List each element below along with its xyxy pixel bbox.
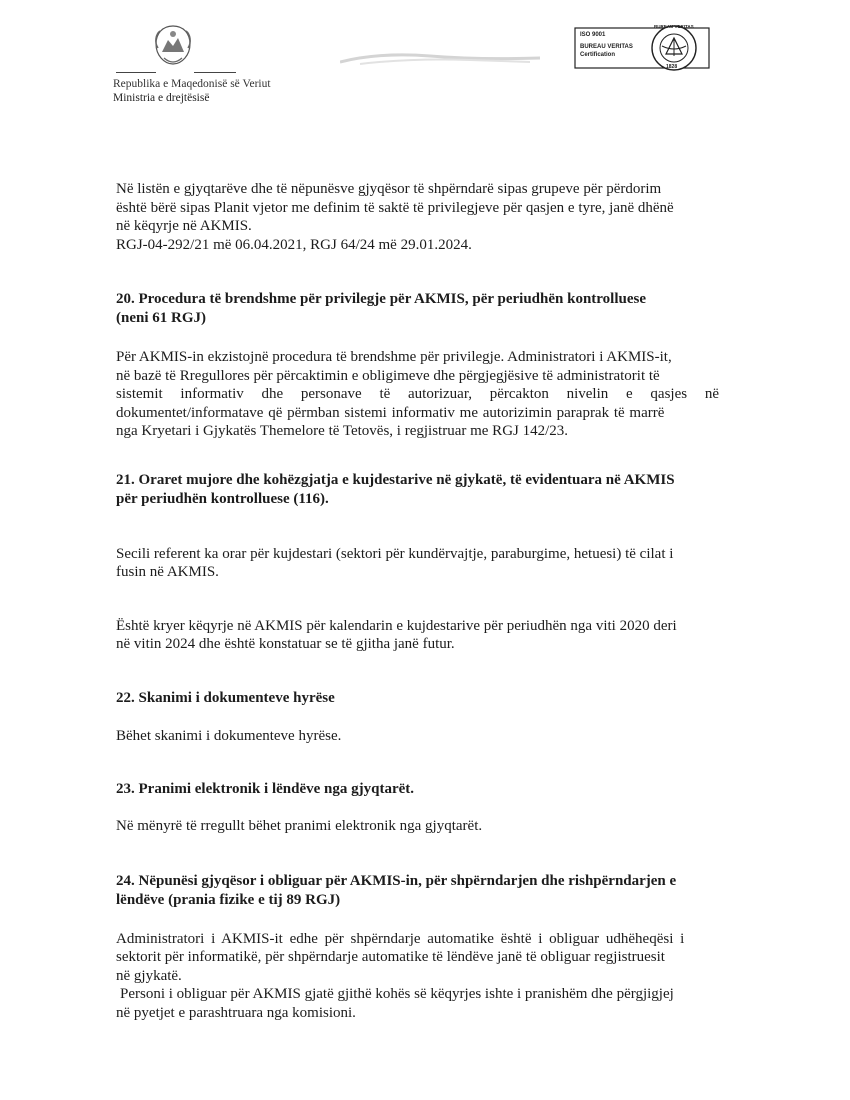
ministry-header	[113, 77, 271, 105]
intro-paragraph	[116, 180, 750, 254]
section-21-heading: 21. Oraret mujore dhe kohëzgjatja e kujdestarive në gjykatë, të evidentuara në AKMIS për periudhën kontrolluese (116).	[116, 471, 675, 507]
section-23-paragraph: Në mënyrë të rregullt bëhet pranimi elektronik nga gjyqtarët.	[116, 818, 483, 834]
certification-stamp	[574, 24, 710, 72]
emblem-rule-right	[194, 72, 236, 73]
coat-of-arms-emblem	[148, 22, 198, 70]
section-24-heading: 24. Nëpunësi gjyqësor i obliguar për AKMIS-in, për shpërndarjen dhe rishpërndarjen e lëndëve (prania fizike e tij 89 RGJ)	[116, 872, 677, 908]
stamp-ring-text: BUREAU VERITAS	[654, 24, 694, 29]
section-22-paragraph: Bëhet skanimi i dokumenteve hyrëse.	[116, 727, 342, 744]
scan-smudge	[340, 48, 540, 68]
section-24-paragraph-1: Administratori i AKMIS-it edhe për shpërndarje automatike është i obliguar udhëheqësi i sektorit për informatikë, për shpërndarje automatike të lëndëve janë të obliguar regjistruesit në gjykatë.	[116, 930, 685, 984]
section-22-heading: 22. Skanimi i dokumenteve hyrëse	[116, 689, 335, 706]
intro-line: është bërë sipas Planit vjetor me definim të saktë të privilegjeve për qasjen e tyre, janë dhënë	[116, 199, 674, 216]
intro-line: në këqyrje në AKMIS.	[116, 218, 252, 234]
section-24-paragraph-2: Personi i obliguar për AKMIS gjatë gjithë kohës së këqyrjes ishte i pranishëm dhe përgjigjej në pyetjet e parashtruara nga komisioni.	[116, 986, 674, 1021]
intro-line: Në listën e gjyqtarëve dhe të nëpunësve gjyqësor të shpërndarë sipas grupeve për përdorim	[116, 181, 662, 197]
section-20-paragraph: Për AKMIS-in ekzistojnë procedura të brendshme për privilegje. Administratori i AKMIS-it, në bazë të Rregullores për përcaktimin e obligimeve dhe përgjegjësive të administratorit të sistemit informativ dhe personave të autorizuar, përcakton nivelin e qasjes në dokumentet/informatave që përmban sistemi informativ me autorizimin paraprak të marrë nga Kryetari i Gjykatës Themelore të Tetovës, i regjistruar me RGJ 142/23.	[116, 349, 719, 439]
document-body	[116, 180, 750, 1022]
section-21-paragraph-1: Secili referent ka orar për kujdestari (sektori për kundërvajtje, paraburgime, hetuesi) të cilat i fusin në AKMIS.	[116, 545, 674, 580]
section-21-paragraph-2: Është kryer këqyrje në AKMIS për kalendarin e kujdestarive për periudhën nga viti 2020 deri në vitin 2024 dhe është konstatuar se të gjitha janë futur.	[116, 617, 677, 652]
iso-label: ISO 9001	[580, 32, 606, 38]
intro-reference-line: RGJ-04-292/21 më 06.04.2021, RGJ 64/24 më 29.01.2024.	[116, 236, 472, 253]
country-name: Republika e Maqedonisë së Veriut	[113, 78, 271, 90]
ministry-name: Ministria e drejtësisë	[113, 92, 210, 104]
certification-label: Certification	[580, 52, 616, 58]
section-23-heading: 23. Pranimi elektronik i lëndëve nga gjyqtarët.	[116, 781, 415, 797]
bureau-label: BUREAU VERITAS	[580, 44, 633, 50]
stamp-year: 1828	[666, 64, 678, 70]
section-20-heading: 20. Procedura të brendshme për privilegje për AKMIS, për periudhën kontrolluese (neni 61 RGJ)	[116, 291, 646, 326]
emblem-rule-left	[116, 72, 156, 73]
